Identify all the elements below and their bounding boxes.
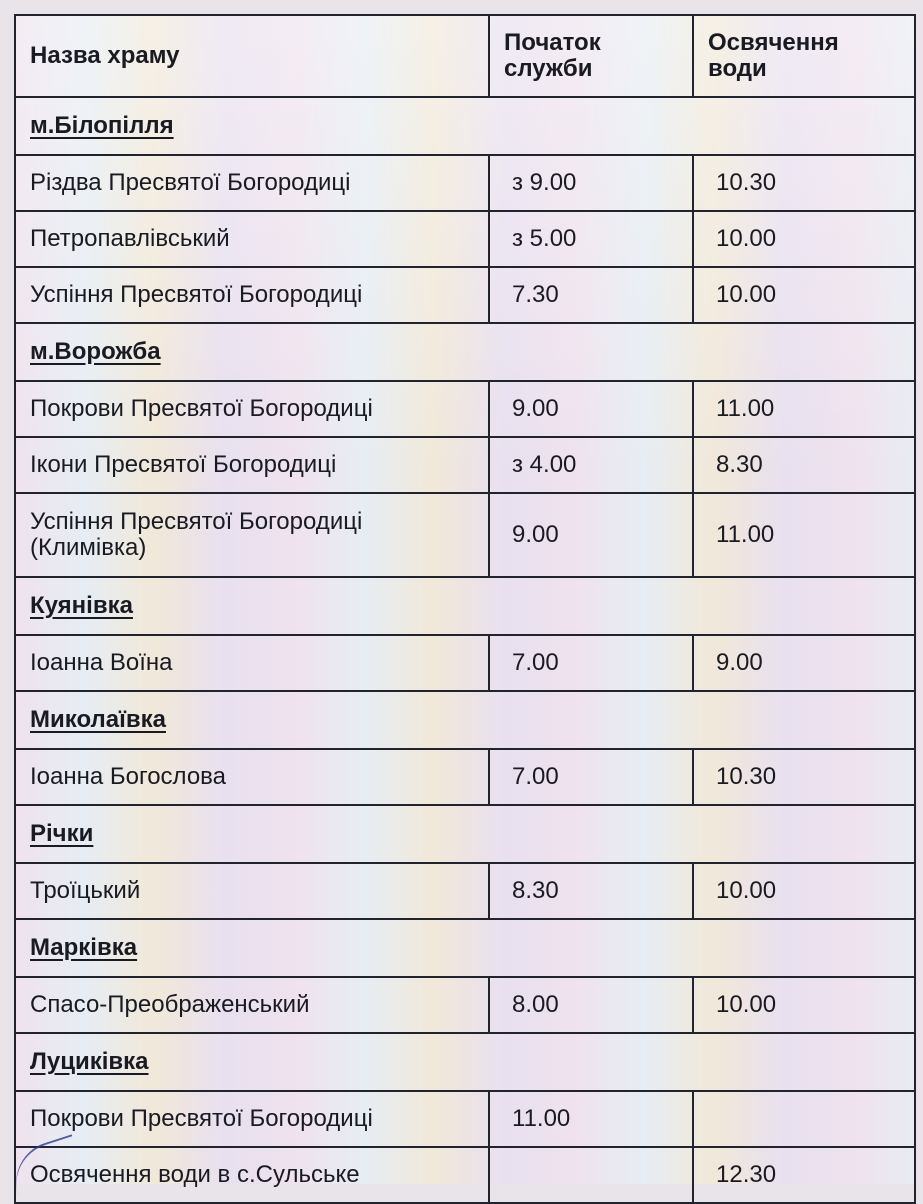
- temple-row: [15, 155, 915, 211]
- header-service-start: Початок служби: [489, 15, 693, 97]
- temple-row: [15, 635, 915, 691]
- temple-row: [15, 863, 915, 919]
- temple-name-cell: Успіння Пресвятої Богородиці (Климівка): [15, 493, 489, 577]
- service-start-cell: [489, 1147, 693, 1203]
- header-row: [15, 15, 915, 97]
- section-row: [15, 323, 915, 381]
- temple-name-cell: Покрови Пресвятої Богородиці: [15, 381, 489, 437]
- service-start-cell: 7.30: [489, 267, 693, 323]
- service-start-cell: 9.00: [489, 493, 693, 577]
- temple-row: [15, 749, 915, 805]
- section-row: [15, 805, 915, 863]
- service-start-cell: 11.00: [489, 1091, 693, 1147]
- temple-row: [15, 493, 915, 577]
- temple-name-cell: Спасо-Преображенський: [15, 977, 489, 1033]
- temple-name-cell: Освячення води в с.Сульське: [15, 1147, 489, 1203]
- section-title: Куянівка: [30, 592, 133, 619]
- temple-name-cell: Ікони Пресвятої Богородиці: [15, 437, 489, 493]
- temple-row: [15, 1147, 915, 1203]
- water-blessing-cell: 10.30: [693, 749, 915, 805]
- water-blessing-cell: 10.00: [693, 267, 915, 323]
- temple-name-cell: Успіння Пресвятої Богородиці: [15, 267, 489, 323]
- service-start-cell: з 5.00: [489, 211, 693, 267]
- temple-row: [15, 977, 915, 1033]
- section-title: Річки: [30, 820, 94, 847]
- section-row: [15, 691, 915, 749]
- section-row: [15, 1033, 915, 1091]
- temple-name-cell: Різдва Пресвятої Богородиці: [15, 155, 489, 211]
- section-cell: [15, 805, 915, 863]
- water-blessing-cell: 10.00: [693, 977, 915, 1033]
- section-cell: [15, 919, 915, 977]
- temple-name-cell: Покрови Пресвятої Богородиці: [15, 1091, 489, 1147]
- temple-row: [15, 211, 915, 267]
- section-cell: [15, 97, 915, 155]
- section-row: [15, 577, 915, 635]
- section-cell: [15, 691, 915, 749]
- temple-row: [15, 437, 915, 493]
- section-title: м.Ворожба: [30, 338, 161, 365]
- water-blessing-cell: 10.00: [693, 211, 915, 267]
- section-title: Луциківка: [30, 1048, 149, 1075]
- schedule-sheet: [14, 14, 914, 1188]
- water-blessing-cell: 10.30: [693, 155, 915, 211]
- temple-row: [15, 1091, 915, 1147]
- service-start-cell: 7.00: [489, 635, 693, 691]
- temple-row: [15, 267, 915, 323]
- section-row: [15, 97, 915, 155]
- section-title: м.Білопілля: [30, 112, 174, 139]
- section-cell: [15, 323, 915, 381]
- section-cell: [15, 1033, 915, 1091]
- service-start-cell: з 9.00: [489, 155, 693, 211]
- water-blessing-cell: 12.30: [693, 1147, 915, 1203]
- schedule-table: [14, 14, 916, 1204]
- service-start-cell: 8.00: [489, 977, 693, 1033]
- water-blessing-cell: 8.30: [693, 437, 915, 493]
- temple-name-cell: Іоанна Богослова: [15, 749, 489, 805]
- temple-name-cell: Іоанна Воїна: [15, 635, 489, 691]
- water-blessing-cell: 11.00: [693, 381, 915, 437]
- header-water-blessing: Освячення води: [693, 15, 915, 97]
- section-row: [15, 919, 915, 977]
- temple-row: [15, 381, 915, 437]
- section-title: Марківка: [30, 934, 138, 961]
- service-start-cell: 8.30: [489, 863, 693, 919]
- water-blessing-cell: 9.00: [693, 635, 915, 691]
- section-cell: [15, 577, 915, 635]
- temple-name-cell: Троїцький: [15, 863, 489, 919]
- water-blessing-cell: 11.00: [693, 493, 915, 577]
- temple-name-cell: Петропавлівський: [15, 211, 489, 267]
- section-title: Миколаївка: [30, 706, 166, 733]
- service-start-cell: з 4.00: [489, 437, 693, 493]
- water-blessing-cell: 10.00: [693, 863, 915, 919]
- water-blessing-cell: [693, 1091, 915, 1147]
- header-temple-name: Назва храму: [15, 15, 489, 97]
- service-start-cell: 9.00: [489, 381, 693, 437]
- service-start-cell: 7.00: [489, 749, 693, 805]
